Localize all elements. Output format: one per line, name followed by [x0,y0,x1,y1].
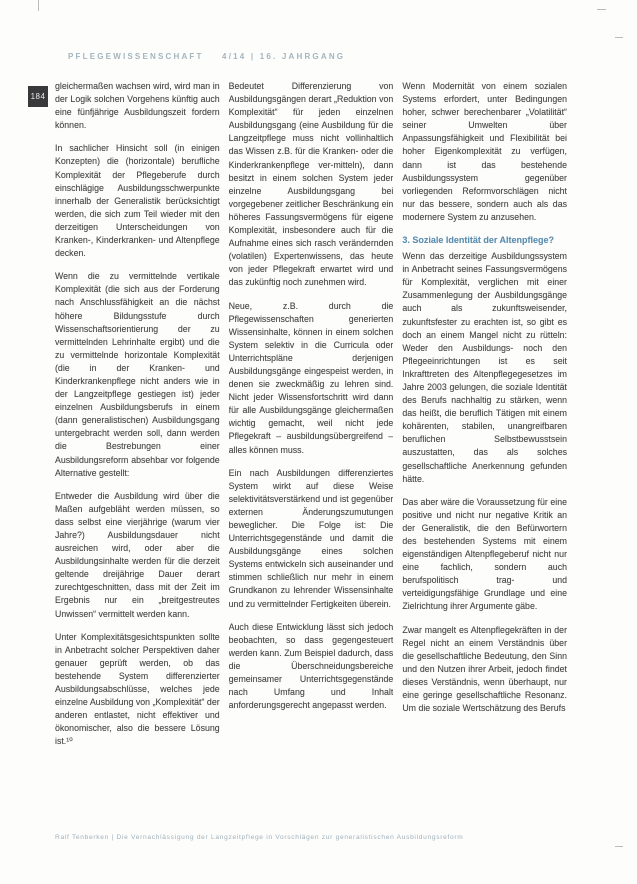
page-number-badge [28,86,48,107]
running-footer [55,834,575,841]
article-body [55,80,567,830]
footer-text: Ralf Tenberken | Die Vernachlässigung der Langzeitpflege in Vorschlägen zur generalistischen Ausbildungsreform [55,834,464,841]
paragraph: Entweder die Ausbildung wird über die Maßen aufgebläht werden müssen, so dass selbst eine vierjährige (warum vier Jahre?) Ausbildungsdauer nicht ausreichen wird, oder aber die Ausbildungsinhalte werden für die derzeit geltende dreijährige Dauer derart zurechtgeschnitten, dass mit der Zeit im Ergebnis nur ein „breitgestreutes Unwissen“ vermittelt werden kann. [55,490,220,619]
paragraph: Unter Komplexitätsgesichtspunkten sollte in Anbetracht solcher Perspektiven daher genauer geprüft werden, ob das bestehende System differenzierter Ausbildungsabschlüsse, welches jede einzelne Ausbildung von „Komplexität“ der anderen entlastet, nicht effektiver und ökonomischer, also die bessere Lösung ist.¹⁰ [55,631,220,747]
paragraph: Zwar mangelt es Altenpflegekräften in der Regel nicht an einem Verständnis über die gesellschaftliche Bedeutung, den Sinn und den Nutzen ihrer Arbeit, jedoch findet dieses Verständnis, wenn überhaupt, nur eine geringe gesellschaftliche Resonanz. Um die soziale Wertschätzung des Berufs [402,624,567,714]
section-heading: 3. Soziale Identität der Altenpflege? [402,235,555,246]
crop-mark [615,37,623,38]
paragraph: Wenn die zu vermittelnde vertikale Komplexität (die sich aus der Forderung nach Anschlussfähigkeit an die nächst höhere Bildungsstufe durch Wissenschaftsorientierung der zu vermittelnden Lehrinhalte ergibt) und die zu vermittelnde horizontale Komplexität (die in der Kranken- und Kinderkrankenpflege nicht anders wie in der Langzeitpflege gestiegen ist) jeder einzelnen Ausbildungsberufs in einem (dann generalistischen) Ausbildungsgang untergebracht werden soll, dann werden die Bestrebungen einer Ausbildungsreform absehbar vor folgende Alternative gestellt: [55,271,220,478]
paragraph: Das aber wäre die Voraussetzung für eine positive und nicht nur negative Kritik an der Generalistik, die den Befürwortern des bestehenden Systems mit einem eigenständigen Altenpflegeberuf nicht nur eine fachlich, sondern auch berufspolitisch trag- und verteidigungsfähige Grundlage und eine Zielrichtung ihrer Argumente gäbe. [402,496,567,612]
running-header [68,52,548,61]
crop-mark [38,0,39,11]
paragraph: Ein nach Ausbildungen differenziertes System wirkt auf diese Weise selektivitätsverstärkend und ist gegenüber externen Änderungszumutungen beweglicher. Die Folge ist: Die Unterrichtsgegenstände und damit die Ausbildungsgänge eines solchen Systems entwickeln sich auseinander und stimmen schließlich nur mehr in einem Grundkanon zu lehrender Wissensinhalte und zu vermittelnder Fertigkeiten überein. [228,467,394,609]
crop-mark [615,846,623,847]
page-number: 184 [30,92,46,101]
paragraph: Auch diese Entwicklung lässt sich jedoch beobachten, so dass gegengesteuert werden kann. Zum Beispiel dadurch, dass die Überschneidungsbereiche gemeinsamer Unterrichtsgegenstände nach Umfang und Inhalt anforderungsgerecht angepasst werden. [228,621,394,711]
paragraph: Bedeutet Differenzierung von Ausbildungsgängen derart „Reduktion von Komplexität“ für jeden einzelnen Ausbildungsgang (eine Ausbildung für die Langzeitpflege muss nicht vollinhaltlich das Wissen z.B. für die Kranken- oder die Kinderkrankenpflege ver-mitteln), dann besitzt in einem solchen System jeder einzelne Ausbildungsgang bei vorgegebener zeitlicher Beschränkung ein höheres Fassungsvermögens für eigene Komplexität, insbesondere auch für die Aufnahme eines sich rasch verändernden (volatilen) Expertenwissens, das heute von jeder Pflegekraft erwartet wird und das zukünftig noch zunehmen wird. [228,81,394,288]
issue-volume: 4/14 | 16. JAHRGANG [222,52,346,61]
crop-mark [597,9,606,10]
paragraph: Neue, z.B. durch die Pflegewissenschaften generierten Wissensinhalte, können in einem solchen System selektiv in die Curricula oder Unterrichtspläne derjenigen Ausbildungsgänge eingespeist werden, in denen sie zweckmäßig zu lehren sind. Nicht jeder Wissensfortschritt wird dann für alle Ausbildungsgänge gleichermaßen wichtig gemacht, weil nicht jede Pflegekraft – ausbildungsübergreifend – alles können muss. [228,300,394,455]
paragraph: Wenn Modernität von einem sozialen Systems erfordert, unter Bedingungen hoher, schwer berechenbarer „Volatilität“ seiner Umwelten über Anpassungsfähigkeit und Flexibilität bei hoher Eigenkomplexität zu verfügen, dann ist das bestehende Ausbildungssystem gegenüber vorliegenden Reformvorschlägen nicht nur das bessere, sondern auch als das modernere System zu anzusehen. [402,81,567,222]
text-column-2 [229,80,394,830]
paragraph: In sachlicher Hinsicht soll (in einigen Konzepten) die (horizontale) berufliche Komplexität der Pflegeberufe durch einschlägige Ausbildungsschwerpunkte innerhalb der Generalistik berücksichtigt werden, die sich zum Teil wieder mit den derzeitigen Unterscheidungen von Kranken-, Kinderkranken- und Altenpflege decken. [55,143,220,259]
paragraph: Wenn das derzeitige Ausbildungssystem in Anbetracht seines Fassungsvermögens für Komplexität, verglichen mit einer Zusammenlegung der Ausbildungsgänge auch als zukunftsweisender, zukunftsfester zu erachten ist, so gibt es doch an einem Mangel nicht zu rütteln: Weder den Ausbildungs- noch den Pflegeeinrichtungen ist es seit Inkrafttreten des Altenpflegegesetzes im Jahre 2003 gelungen, die soziale Identität des Berufs nachhaltig zu stärken, wenn das heißt, die beruflich Tätigen mit einem kohärenten, stabilen, unangreifbaren beruflichen Selbstbewusstsein auszustatten, das als solches gesellschaftliche Anerkennung gefunden hätte. [402,251,567,484]
paragraph: gleichermaßen wachsen wird, wird man in der Logik solchen Vorgehens künftig auch eine fünfjährige Ausbildungszeit fordern können. [55,81,220,131]
text-column-3 [402,80,567,830]
journal-title: PFLEGEWISSENSCHAFT [68,52,204,61]
text-column-1 [55,80,220,830]
